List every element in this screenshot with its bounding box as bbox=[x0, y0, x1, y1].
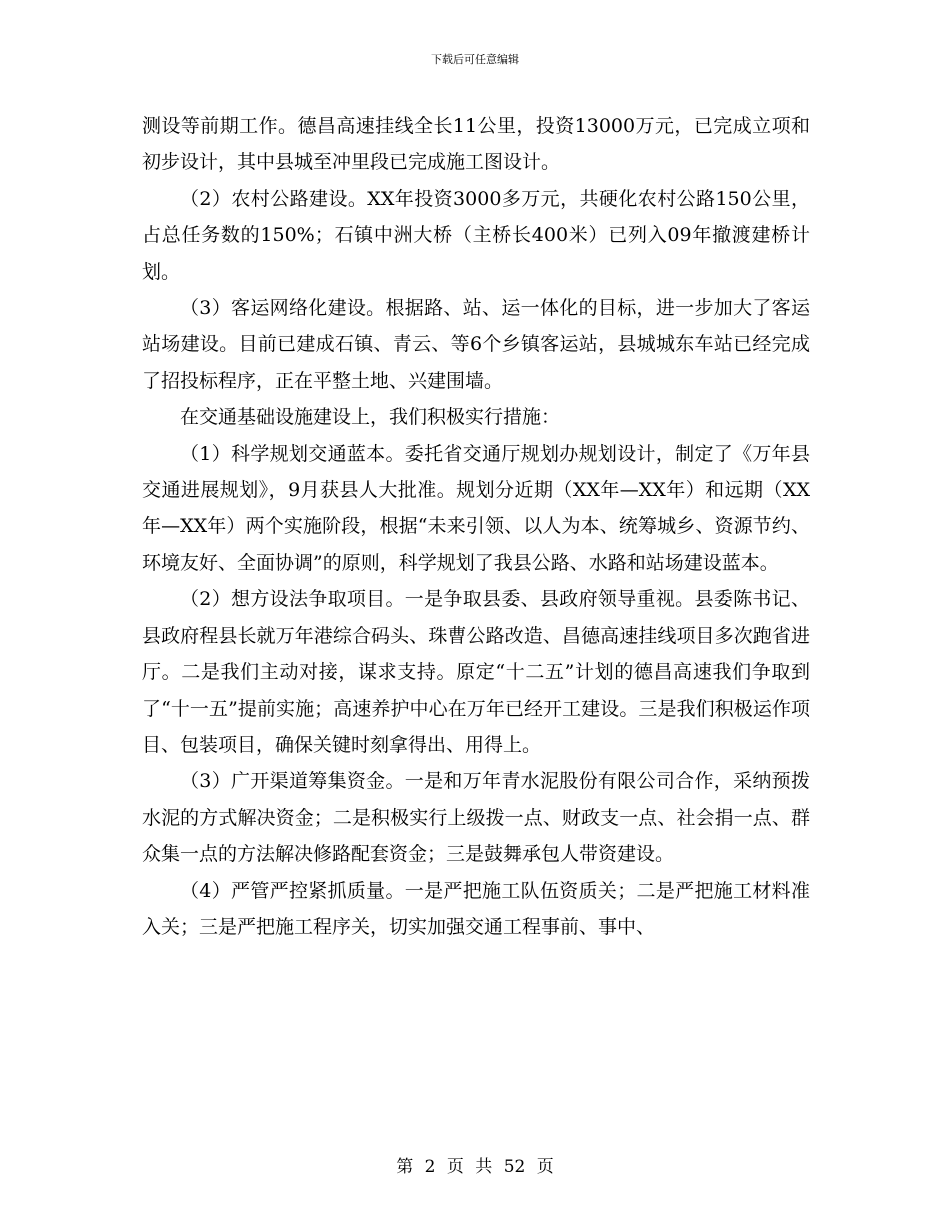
paragraph-continuation: 测设等前期工作。德昌高速挂线全长11公里，投资13000万元，已完成立项和初步设计，其中县城至冲里段已完成施工图设计。 bbox=[142, 115, 810, 174]
paragraph-projects: （2）想方设法争取项目。一是争取县委、县政府领导重视。县委陈书记、县政府程县长就万年港综合码头、珠曹公路改造、昌德高速挂线项目多次跑省进厅。二是我们主动对接，谋求支持。原定“十二五”计划的德昌高速我们争取到了“十一五”提前实施；高速养护中心在万年已经开工建设。三是我们积极运作项目、包装项目，确保关键时刻拿得出、用得上。 bbox=[142, 588, 810, 756]
document-body bbox=[142, 108, 810, 945]
page-header: 下载后可任意编辑 bbox=[431, 53, 519, 66]
paragraph-quality: （4）严管严控紧抓质量。一是严把施工队伍资质关；二是严把施工材料准入关；三是严把施工程序关，切实加强交通工程事前、事中、 bbox=[142, 879, 810, 938]
paragraph-passenger-network: （3）客运网络化建设。根据路、站、运一体化的目标，进一步加大了客运站场建设。目前已建成石镇、青云、等6个乡镇客运站，县城城东车站已经完成了招投标程序，正在平整土地、兴建围墙。 bbox=[142, 297, 810, 392]
paragraph-planning: （1）科学规划交通蓝本。委托省交通厅规划办规划设计，制定了《万年县交通进展规划》，9月获县人大批准。规划分近期（XX年—XX年）和远期（XX年—XX年）两个实施阶段，根据“未来引领、以人为本、统筹城乡、资源节约、环境友好、全面协调”的原则，科学规划了我县公路、水路和站场建设蓝本。 bbox=[142, 442, 810, 574]
paragraph-rural-roads: （2）农村公路建设。XX年投资3000多万元，共硬化农村公路150公里，占总任务数的150%；石镇中洲大桥（主桥长400米）已列入09年撤渡建桥计划。 bbox=[142, 187, 810, 283]
paragraph-funding: （3）广开渠道筹集资金。一是和万年青水泥股份有限公司合作，采纳预拨水泥的方式解决资金；二是积极实行上级拨一点、财政支一点、社会捐一点、群众集一点的方法解决修路配套资金；三是鼓舞承包人带资建设。 bbox=[142, 770, 810, 866]
paragraph-measures-intro: 在交通基础设施建设上，我们积极实行措施： bbox=[180, 406, 561, 429]
page-number: 第 2 页 共 52 页 bbox=[396, 1157, 554, 1177]
